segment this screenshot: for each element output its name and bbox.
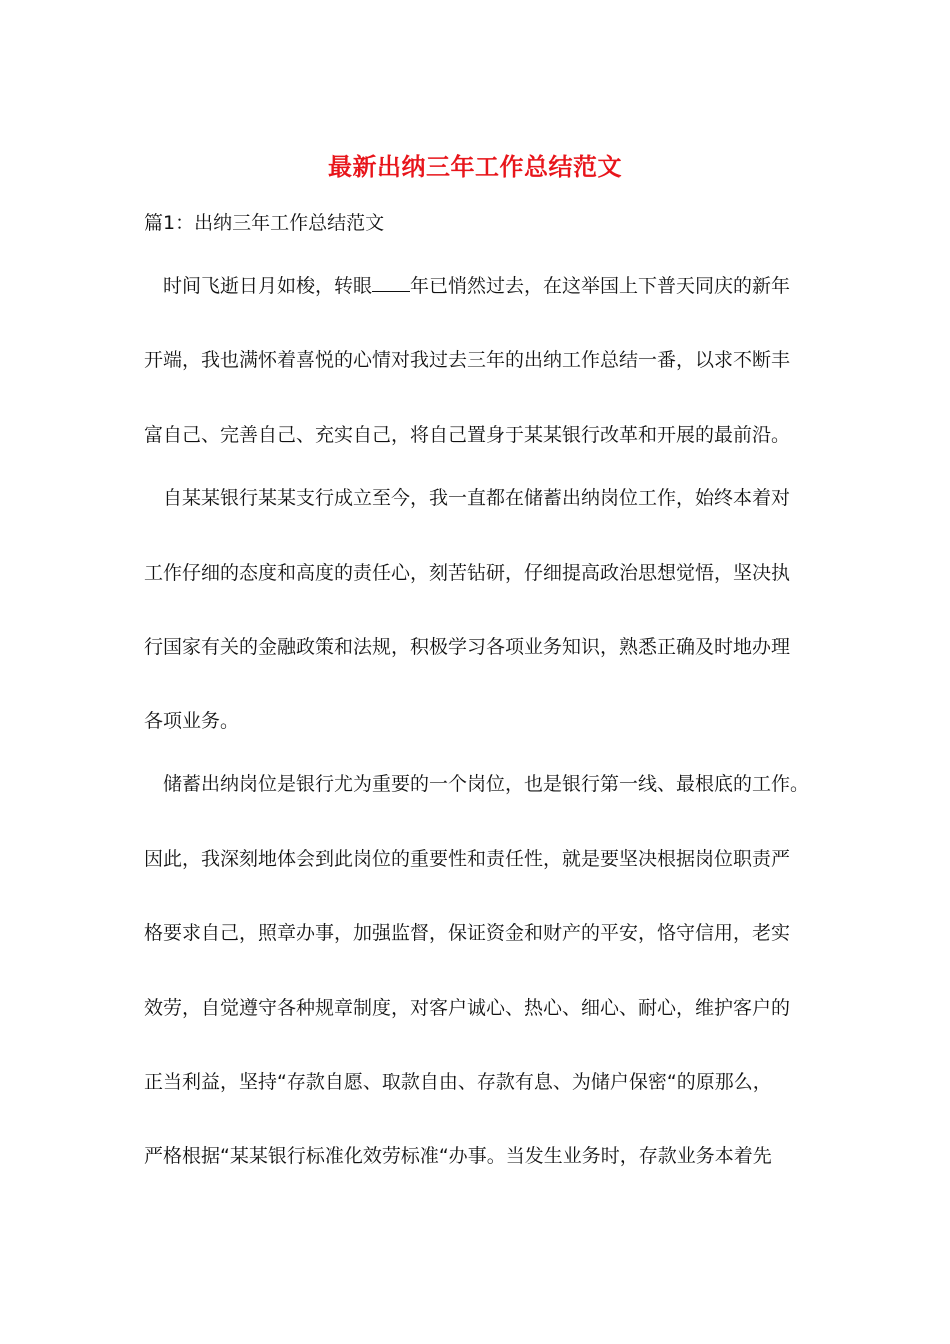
paragraph-line: 格要求自己，照章办事，加强监督，保证资金和财产的平安，恪守信用，老实 xyxy=(144,922,791,944)
fill-in-blank xyxy=(372,273,410,292)
paragraph-line: 工作仔细的态度和高度的责任心，刻苦钻研，仔细提高政治思想觉悟，坚决执 xyxy=(144,562,791,584)
paragraph-line: 开端，我也满怀着喜悦的心情对我过去三年的出纳工作总结一番，以求不断丰 xyxy=(144,349,791,371)
paragraph-line: 储蓄出纳岗位是银行尤为重要的一个岗位，也是银行第一线、最根底的工作。 xyxy=(163,773,810,795)
paragraph-line xyxy=(144,272,843,300)
paragraph-line: 各项业务。 xyxy=(144,710,240,732)
paragraph-line: 行国家有关的金融政策和法规，积极学习各项业务知识，熟悉正确及时地办理 xyxy=(144,636,791,658)
paragraph-line: 严格根据“某某银行标准化效劳标准“办事。当发生业务时，存款业务本着先 xyxy=(144,1145,772,1167)
paragraph-line: 富自己、完善自己、充实自己，将自己置身于某某银行改革和开展的最前沿。 xyxy=(144,424,791,446)
document-title: 最新出纳三年工作总结范文 xyxy=(328,152,622,181)
section-heading: 篇1：出纳三年工作总结范文 xyxy=(144,212,385,234)
text-segment: 年已悄然过去，在这举国上下普天同庆的新年 xyxy=(410,275,791,297)
text-segment: 时间飞逝日月如梭，转眼 xyxy=(163,275,373,297)
paragraph-line: 效劳，自觉遵守各种规章制度，对客户诚心、热心、细心、耐心，维护客户的 xyxy=(144,997,791,1019)
paragraph-line: 自某某银行某某支行成立至今，我一直都在储蓄出纳岗位工作，始终本着对 xyxy=(163,487,791,509)
paragraph-line: 正当利益，坚持“存款自愿、取款自由、存款有息、为储户保密“的原那么， xyxy=(144,1071,772,1093)
paragraph-line: 因此，我深刻地体会到此岗位的重要性和责任性，就是要坚决根据岗位职责严 xyxy=(144,848,791,870)
